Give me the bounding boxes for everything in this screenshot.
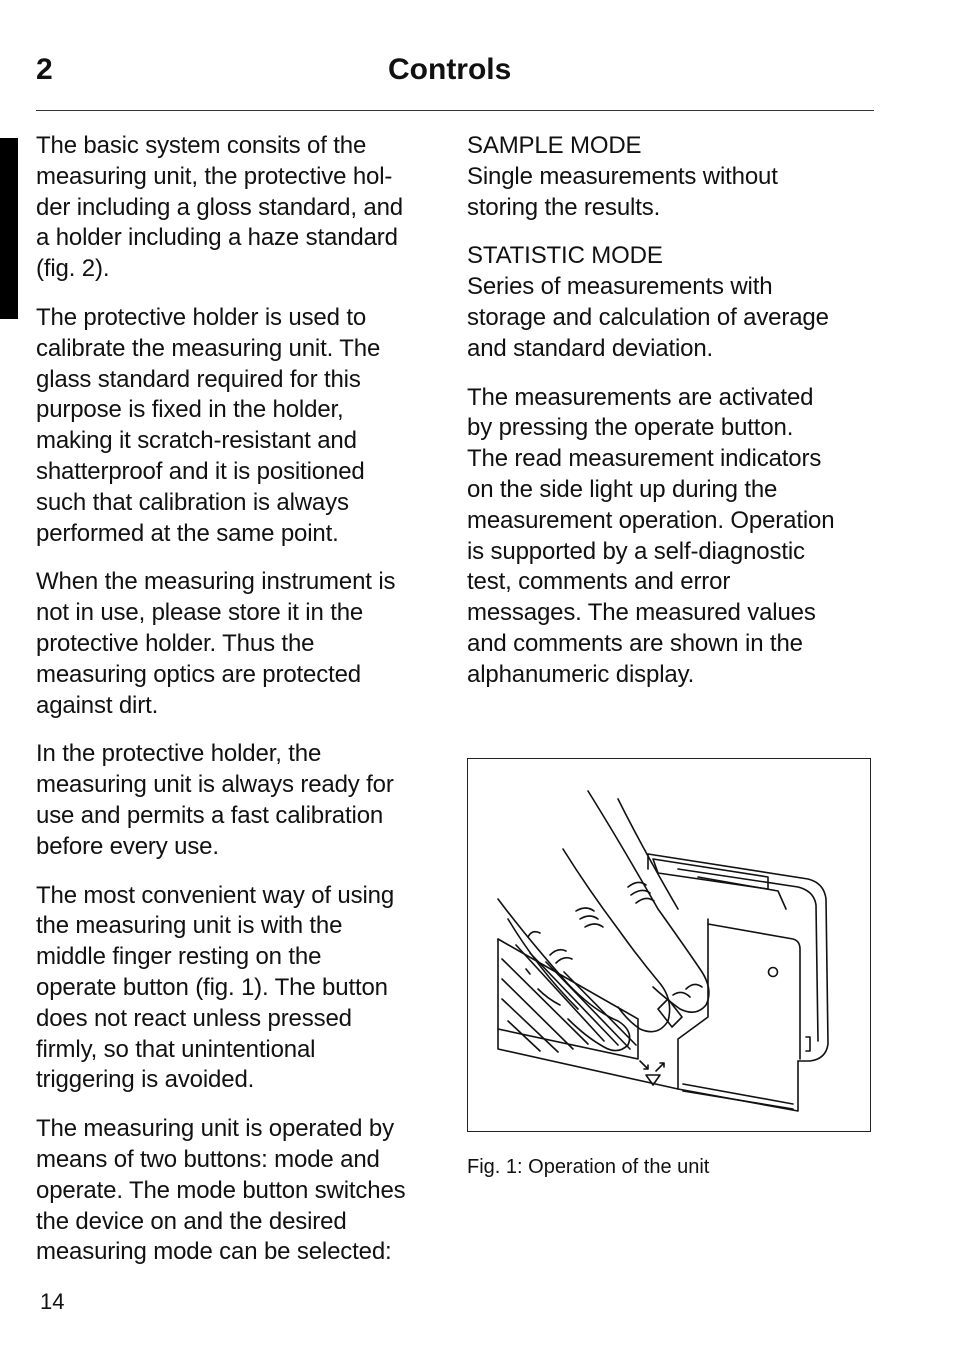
paragraph: The measuring unit is operated by means of two buttons: mode and operate. The mode button switches the device on and the desired measuring mode can be selected:	[36, 1115, 406, 1266]
figure-illustration	[467, 758, 871, 1132]
paragraph: SAMPLE MODE Single measurements without storing the results.	[467, 132, 778, 221]
paragraph: When the measuring instrument is not in use, please store it in the protective holder. Thus the measuring optics are protected against dirt.	[36, 568, 396, 719]
hand-operating-unit-illustration	[468, 759, 870, 1131]
left-column	[36, 131, 446, 1286]
chapter-title: Controls	[388, 53, 512, 86]
figure-caption: Fig. 1: Operation of the unit	[467, 1156, 710, 1178]
chapter-side-tab	[0, 138, 18, 319]
paragraph: STATISTIC MODE Series of measurements with storage and calculation of average and standard deviation.	[467, 242, 829, 362]
paragraph: The basic system consits of the measuring unit, the protective hol- der including a gloss standard, and a holder including a haze standard (fig. 2).	[36, 132, 403, 283]
header-divider	[36, 110, 874, 111]
right-column	[467, 131, 877, 709]
paragraph: The measurements are activated by pressing the operate button. The read measurement indicators on the side light up during the measurement operation. Operation is supported by a self-diagnostic test, comments and error messages. The measured values and comments are shown in the alphanumeric display.	[467, 383, 835, 688]
chapter-number: 2	[36, 53, 53, 86]
paragraph: In the protective holder, the measuring unit is always ready for use and permits a fast calibration before every use.	[36, 740, 394, 860]
paragraph: The most convenient way of using the measuring unit is with the middle finger resting on the operate button (fig. 1). The button does not react unless pressed firmly, so that unintentional triggering is avoided.	[36, 881, 395, 1094]
page-number: 14	[40, 1289, 65, 1314]
paragraph: The protective holder is used to calibrate the measuring unit. The glass standard required for this purpose is fixed in the holder, making it scratch-resistant and shatterproof and it is positioned such that calibration is always performed at the same point.	[36, 303, 381, 547]
